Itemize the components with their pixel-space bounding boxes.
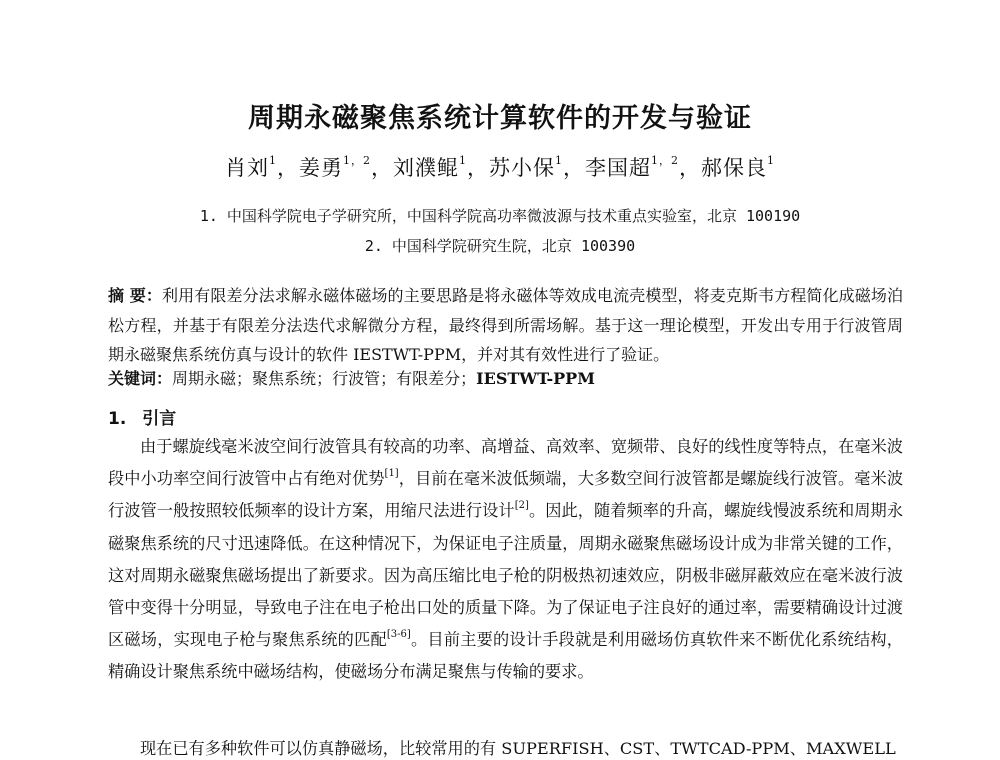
author-separator: ， <box>467 156 489 180</box>
keywords-list <box>172 369 595 388</box>
keyword: 有限差分 <box>396 369 461 388</box>
affiliation-1: 1. 中国科学院电子学研究所，中国科学院高功率微波源与技术重点实验室，北京 100190 <box>199 207 801 225</box>
body-paragraph <box>108 431 903 689</box>
author-separator: ， <box>371 156 393 180</box>
citation-marker: [2] <box>514 500 529 512</box>
author-affiliation-mark: 1 <box>459 154 467 167</box>
paper-title: 周期永磁聚焦系统计算软件的开发与验证 <box>248 103 752 134</box>
keyword: 聚焦系统 <box>252 369 317 388</box>
author-name: 刘濮鲲 <box>393 156 459 180</box>
author-list <box>0 152 1000 182</box>
author-name: 姜勇 <box>299 156 343 180</box>
author-affiliation-mark: 1，2 <box>651 154 679 167</box>
body-text-run: ，目前在毫米波低频端，大多数空间行波管都是螺旋线行波管。毫米波行波管一般按照较低频率的设计方案，用缩尺法进行设计 <box>108 469 904 521</box>
author-name: 李国超 <box>585 156 651 180</box>
keyword-separator: ； <box>316 369 333 388</box>
keywords <box>108 364 903 393</box>
citation-marker: [1] <box>384 467 399 479</box>
author-separator: ， <box>277 156 299 180</box>
author-separator: ， <box>563 156 585 180</box>
author-affiliation-mark: 1，2 <box>343 154 371 167</box>
author-affiliation-mark: 1 <box>555 154 563 167</box>
keyword-separator: ； <box>236 369 253 388</box>
body-text-run: 。目前主要的设计手段就是利用磁场仿真软件来不断优化系统结构，精确设计聚焦系统中磁场结构，使磁场分布满足聚焦与传输的要求。 <box>108 630 903 682</box>
author-separator: ， <box>679 156 701 180</box>
abstract <box>108 281 903 370</box>
author-name: 肖刘 <box>225 156 269 180</box>
citation-marker: [3-6] <box>386 628 411 640</box>
keyword: 行波管 <box>332 369 381 388</box>
section-heading <box>108 404 176 429</box>
author-affiliation-mark: 1 <box>767 154 775 167</box>
author-name: 郝保良 <box>701 156 767 180</box>
section-title: 引言 <box>142 409 177 429</box>
author-affiliation-mark: 1 <box>269 154 277 167</box>
abstract-text: 利用有限差分法求解永磁体磁场的主要思路是将永磁体等效成电流壳模型，将麦克斯韦方程简化成磁场泊松方程，并基于有限差分法迭代求解微分方程，最终得到所需场解。基于这一理论模型，开发出专用于行波管周期永磁聚焦系统仿真与设计的软件 IESTWT-PPM，并对其有效性进行了验证。 <box>108 286 903 365</box>
abstract-label: 摘 要： <box>108 286 163 305</box>
keyword: 周期永磁 <box>172 369 237 388</box>
author-name: 苏小保 <box>489 156 555 180</box>
keyword-separator: ； <box>380 369 397 388</box>
body-text-run: 。因此，随着频率的升高，螺旋线慢波系统和周期永磁聚焦系统的尺寸迅速降低。在这种情况下，为保证电子注质量，周期永磁聚焦磁场设计成为非常关键的工作，这对周期永磁聚焦磁场提出了新要求。因为高压缩比电子枪的阴极热初速效应，阴极非磁屏蔽效应在毫米波行波管中变得十分明显，导致电子注在电子枪出口处的质量下降。为了保证电子注良好的通过率，需要精确设计过渡区磁场，实现电子枪与聚焦系统的匹配 <box>108 501 904 650</box>
body-paragraph-2-first-line: 现在已有多种软件可以仿真静磁场，比较常用的有 SUPERFISH、CST、TWTCAD-PPM、MAXWELL <box>140 739 896 758</box>
body-text <box>108 431 903 689</box>
section-number: 1. <box>108 409 127 429</box>
body-text-run: 由于螺旋线毫米波空间行波管具有较高的功率、高增益、高效率、宽频带、良好的线性度等特点，在毫米波段中小功率空间行波管中占有绝对优势 <box>108 437 903 489</box>
affiliation-2: 2. 中国科学院研究生院，北京 100390 <box>364 237 636 255</box>
keywords-label: 关键词： <box>108 369 173 388</box>
keyword: IESTWT-PPM <box>476 369 595 388</box>
keyword-separator: ； <box>460 369 477 388</box>
